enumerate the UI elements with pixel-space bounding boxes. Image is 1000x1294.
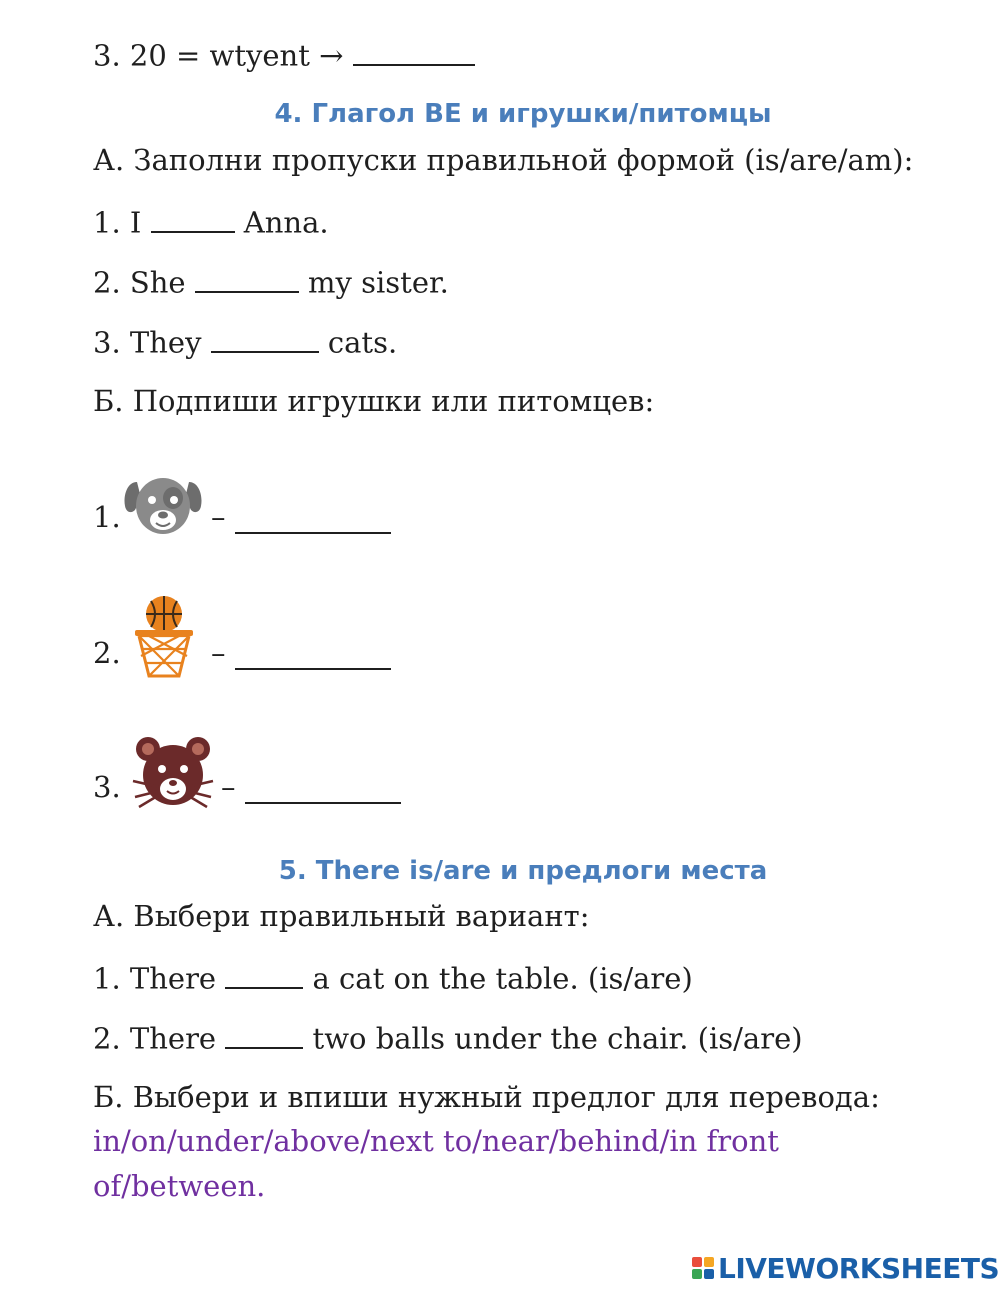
section-4-heading: 4. Глагол BE и игрушки/питомцы <box>274 99 772 129</box>
answer-blank[interactable] <box>151 203 235 233</box>
be-exercise-item <box>93 323 397 360</box>
picture-number: 2. <box>93 636 121 670</box>
answer-blank[interactable] <box>211 323 319 353</box>
basketball-hoop-icon <box>133 594 195 687</box>
section-5-part-a-instruction: А. Выбери правильный вариант: <box>93 899 590 933</box>
answer-blank[interactable] <box>245 776 401 804</box>
item-text-after: my sister. <box>308 265 449 300</box>
top-exercise-text: 3. 20 = wtyent → <box>93 38 344 73</box>
picture-number: 3. <box>93 770 121 804</box>
top-exercise-line <box>93 36 475 73</box>
item-text-after: a cat on the table. (is/are) <box>312 961 693 996</box>
there-is-are-item <box>93 1019 803 1056</box>
be-exercise-item <box>93 263 449 300</box>
answer-blank[interactable] <box>235 506 391 534</box>
section-5-part-b-instruction: Б. Выбери и впиши нужный предлог для перевода: <box>93 1080 880 1114</box>
item-text-after: cats. <box>327 325 398 360</box>
answer-blank[interactable] <box>195 263 299 293</box>
dash: – <box>211 636 226 670</box>
section-5-heading: 5. There is/are и предлоги места <box>278 856 768 886</box>
there-is-are-item <box>93 959 693 996</box>
answer-blank[interactable] <box>353 36 475 66</box>
answer-blank[interactable] <box>225 959 303 989</box>
section-4-part-a-instruction: А. Заполни пропуски правильной формой (is/are/am): <box>93 143 914 177</box>
dash: – <box>211 500 226 534</box>
picture-item <box>93 735 433 815</box>
answer-blank[interactable] <box>225 1019 303 1049</box>
section-4-part-b-instruction: Б. Подпиши игрушки или питомцев: <box>93 384 655 418</box>
picture-item <box>93 594 413 684</box>
picture-number: 1. <box>93 500 121 534</box>
item-text-after: Anna. <box>243 205 329 240</box>
logo-text: LIVEWORKSHEETS <box>718 1251 1000 1285</box>
item-text-before: 2. There <box>93 1021 217 1056</box>
prepositions-list-line-1: in/on/under/above/next to/near/behind/in front <box>93 1124 779 1158</box>
logo-blocks-icon <box>692 1257 714 1279</box>
item-text-before: 3. They <box>93 325 202 360</box>
item-text-before: 2. She <box>93 265 186 300</box>
answer-blank[interactable] <box>235 642 391 670</box>
picture-item <box>93 466 413 546</box>
be-exercise-item <box>93 203 329 240</box>
dash: – <box>221 770 236 804</box>
dog-face-icon <box>123 472 203 545</box>
item-text-before: 1. There <box>93 961 217 996</box>
item-text-before: 1. I <box>93 205 142 240</box>
liveworksheets-logo <box>692 1253 999 1283</box>
prepositions-list-line-2: of/between. <box>93 1169 266 1203</box>
item-text-after: two balls under the chair. (is/are) <box>312 1021 803 1056</box>
hamster-face-icon <box>131 735 215 816</box>
